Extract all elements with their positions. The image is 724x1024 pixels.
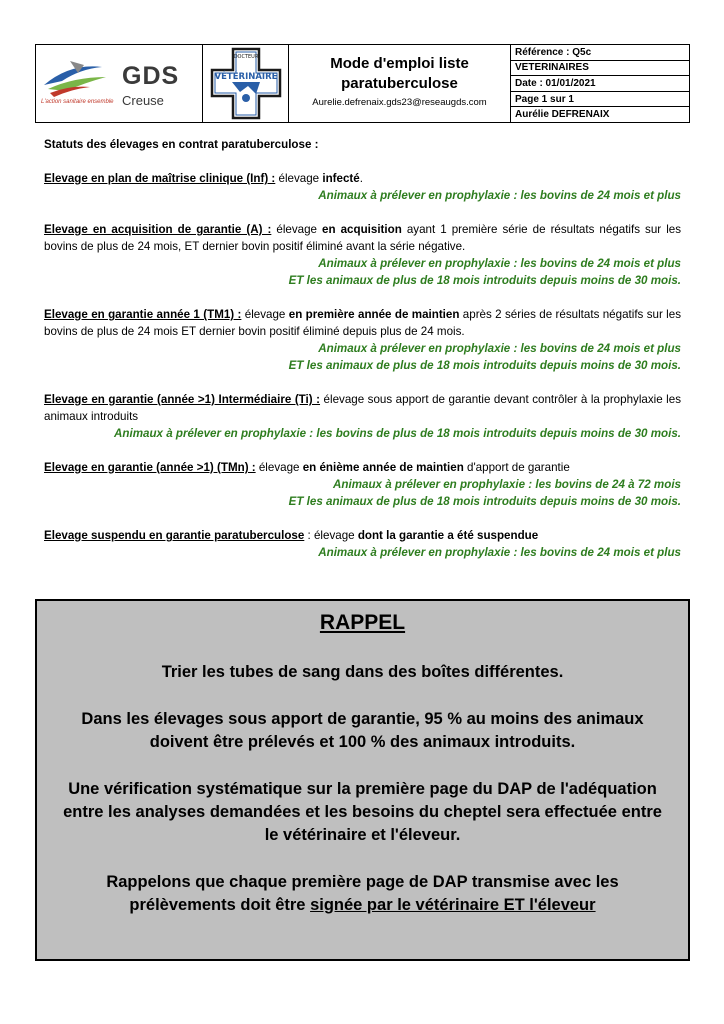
reminder-box xyxy=(35,599,690,961)
title-cell xyxy=(289,45,511,122)
doc-title-line2: paratuberculose xyxy=(341,75,458,92)
gds-swoosh-icon xyxy=(40,55,120,105)
status-label: Elevage suspendu en garantie paratuberculose xyxy=(44,529,305,542)
meta-page: Page 1 sur 1 xyxy=(511,92,689,108)
sampling-rule: Animaux à prélever en prophylaxie : les bovins de 24 mois et plus xyxy=(318,546,681,559)
vet-logo xyxy=(203,45,289,122)
intro-heading: Statuts des élevages en contrat paratuberculose : xyxy=(44,138,319,151)
reminder-paragraph: Trier les tubes de sang dans des boîtes différentes. xyxy=(161,663,564,681)
doc-title-line1: Mode d'emploi liste xyxy=(330,55,469,72)
status-label: Elevage en garantie (année >1) (TMn) : xyxy=(44,461,256,474)
contact-email: Aurelie.defrenaix.gds23@reseaugds.com xyxy=(312,97,487,108)
status-label: Elevage en acquisition de garantie (A) : xyxy=(44,223,272,236)
sampling-rule: Animaux à prélever en prophylaxie : les bovins de 24 mois et plus xyxy=(318,257,681,270)
sampling-rule: ET les animaux de plus de 18 mois introduits depuis moins de 30 mois. xyxy=(288,274,681,287)
sampling-rule: Animaux à prélever en prophylaxie : les bovins de plus de 18 mois introduits depuis moins de 30 mois. xyxy=(114,427,681,440)
status-tm1: Elevage en garantie année 1 (TM1) : élevage en première année de maintien après 2 séries de résultats négatifs sur les bovins de plus de 24 mois ET dernier bovin positif éliminé depuis plus de 24 mois. Animaux à prélever en prophylaxie : les bovins de 24 mois et plus ET les animaux de plus de 18 mois introduits depuis moins de 30 mois. xyxy=(44,308,681,372)
sampling-rule: ET les animaux de plus de 18 mois introduits depuis moins de 30 mois. xyxy=(288,495,681,508)
intro-section xyxy=(44,136,681,153)
meta-audience: VETERINAIRES xyxy=(511,61,689,77)
gds-logo-text: GDS xyxy=(122,62,180,90)
status-label: Elevage en garantie année 1 (TM1) : xyxy=(44,308,242,321)
meta-cell xyxy=(511,45,689,122)
status-list xyxy=(44,136,681,578)
meta-date: Date : 01/01/2021 xyxy=(511,76,689,92)
sampling-rule: Animaux à prélever en prophylaxie : les bovins de 24 mois et plus xyxy=(318,189,681,202)
meta-author: Aurélie DEFRENAIX xyxy=(515,109,610,121)
status-inf: Elevage en plan de maîtrise clinique (Inf) : élevage infecté. Animaux à prélever en prophylaxie : les bovins de 24 mois et plus xyxy=(44,172,681,202)
meta-reference: Référence : Q5c xyxy=(511,45,689,61)
status-suspended: Elevage suspendu en garantie paratuberculose : élevage dont la garantie a été suspendue Animaux à prélever en prophylaxie : les bovins de 24 mois et plus xyxy=(44,529,681,559)
status-label: Elevage en garantie (année >1) Intermédiaire (Ti) : xyxy=(44,393,321,406)
svg-text:VÉTÉRINAIRE: VÉTÉRINAIRE xyxy=(214,72,278,82)
gds-region: Creuse xyxy=(122,93,164,108)
reminder-paragraph: Une vérification systématique sur la première page du DAP de l'adéquation entre les analyses demandées et les besoins du cheptel sera effectuée entre le vétérinaire et l'éleveur. xyxy=(63,780,662,844)
gds-logo xyxy=(36,45,203,122)
status-label: Elevage en plan de maîtrise clinique (Inf) : xyxy=(44,172,276,185)
reminder-paragraph: Dans les élevages sous apport de garantie, 95 % au moins des animaux doivent être prélevés et 100 % des animaux introduits. xyxy=(81,710,644,751)
document-header xyxy=(35,44,690,123)
status-a: Elevage en acquisition de garantie (A) : élevage en acquisition ayant 1 première série de résultats négatifs sur les bovins de plus de 24 mois, ET dernier bovin positif éliminé avant la série négative. Animaux à prélever en prophylaxie : les bovins de 24 mois et plus ET les animaux de plus de 18 mois introduits depuis moins de 30 mois. xyxy=(44,223,682,287)
vet-cross-icon xyxy=(208,46,284,121)
reminder-title: RAPPEL xyxy=(319,611,406,634)
signature-requirement: signée par le vétérinaire ET l'éleveur xyxy=(310,896,596,914)
svg-text:DOCTEUR: DOCTEUR xyxy=(233,54,259,60)
reminder-paragraph: Rappelons que chaque première page de DAP transmise avec les prélèvements doit être signée par le vétérinaire ET l'éleveur xyxy=(106,873,619,914)
sampling-rule: ET les animaux de plus de 18 mois introduits depuis moins de 30 mois. xyxy=(288,359,681,372)
status-tmn: Elevage en garantie (année >1) (TMn) : élevage en énième année de maintien d'apport de garantie Animaux à prélever en prophylaxie : les bovins de 24 à 72 mois ET les animaux de plus de 18 mois introduits depuis moins de 30 mois. xyxy=(44,461,681,508)
sampling-rule: Animaux à prélever en prophylaxie : les bovins de 24 à 72 mois xyxy=(333,478,681,491)
status-ti: Elevage en garantie (année >1) Intermédiaire (Ti) : élevage sous apport de garantie devant contrôler à la prophylaxie les animaux introduits Animaux à prélever en prophylaxie : les bovins de plus de 18 mois introduits depuis moins de 30 mois. xyxy=(44,393,681,440)
sampling-rule: Animaux à prélever en prophylaxie : les bovins de 24 mois et plus xyxy=(318,342,681,355)
gds-tagline: L'action sanitaire ensemble xyxy=(41,99,114,105)
